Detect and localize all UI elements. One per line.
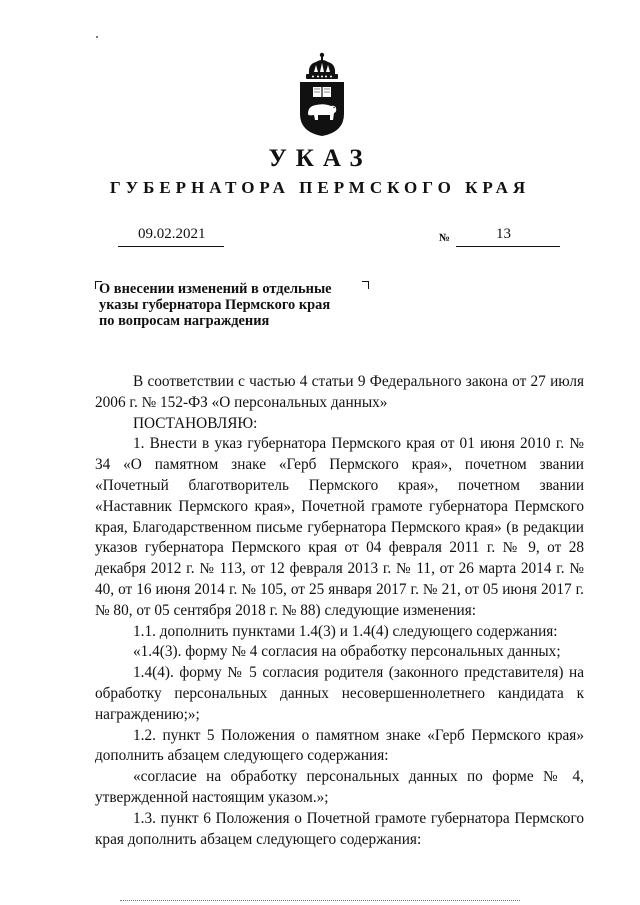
document-number: 13 bbox=[496, 226, 511, 242]
page-bottom-edge bbox=[120, 900, 520, 901]
body-paragraph: 1. Внести в указ губернатора Пермского края от 01 июня 2010 г. № 34 «О памятном знаке «Герб Пермского края», почетном звании «Почетный благотворитель Пермского края», почетном звании «Наставник Пермского края», Почетной грамоте губернатора Пермского края, Благодарственном письме губернатора Пермского края» (в редакции указов губернатора Пермского края от 04 февраля 2011 г. № 9, от 28 декабря 2012 г. № 113, от 12 февраля 2013 г. № 11, от 26 марта 2014 г. № 40, от 16 июня 2014 г. № 105, от 25 января 2017 г. № 21, от 05 июня 2017 г. № 80, от 05 сентября 2018 г. № 88) следующие изменения: bbox=[95, 435, 584, 619]
subject-line: по вопросам награждения bbox=[99, 313, 270, 329]
perm-krai-coat-of-arms-icon bbox=[296, 52, 348, 138]
body-paragraph: 1.2. пункт 5 Положения о памятном знаке «Герб Пермского края» дополнить абзацем следующего содержания: bbox=[95, 726, 584, 765]
number-label: № bbox=[439, 232, 451, 244]
number-underline bbox=[456, 246, 560, 247]
document-subtitle: ГУБЕРНАТОРА ПЕРМСКОГО КРАЯ bbox=[109, 178, 531, 197]
subject-corner-right bbox=[362, 281, 369, 289]
body-paragraph: 1.1. дополнить пунктами 1.4(3) и 1.4(4) следующего содержания: bbox=[133, 622, 558, 640]
body-paragraph: 1.4(4). форму № 5 согласия родителя (законного представителя) на обработку персональных данных несовершеннолетнего кандидата к награждению;»; bbox=[95, 664, 584, 723]
scan-speck bbox=[96, 36, 98, 38]
subject-line: О внесении изменений в отдельные bbox=[99, 281, 332, 297]
date-underline bbox=[118, 246, 224, 247]
document-date: 09.02.2021 bbox=[138, 226, 206, 242]
body-paragraph: «согласие на обработку персональных данных по форме № 4, утвержденной настоящим указом.»; bbox=[95, 768, 584, 806]
body-paragraph: В соответствии с частью 4 статьи 9 Федерального закона от 27 июля 2006 г. № 152-ФЗ «О персональных данных» bbox=[95, 373, 584, 411]
document-title: УКАЗ bbox=[268, 145, 372, 172]
body-paragraph-resolve: ПОСТАНОВЛЯЮ: bbox=[133, 414, 258, 432]
document-subject bbox=[99, 281, 332, 329]
body-paragraph: «1.4(3). форму № 4 согласия на обработку персональных данных; bbox=[133, 643, 561, 661]
body-paragraph: 1.3. пункт 6 Положения о Почетной грамоте губернатора Пермского края дополнить абзацем следующего содержания: bbox=[95, 809, 584, 848]
document-body bbox=[95, 372, 584, 850]
subject-line: указы губернатора Пермского края bbox=[99, 297, 331, 313]
